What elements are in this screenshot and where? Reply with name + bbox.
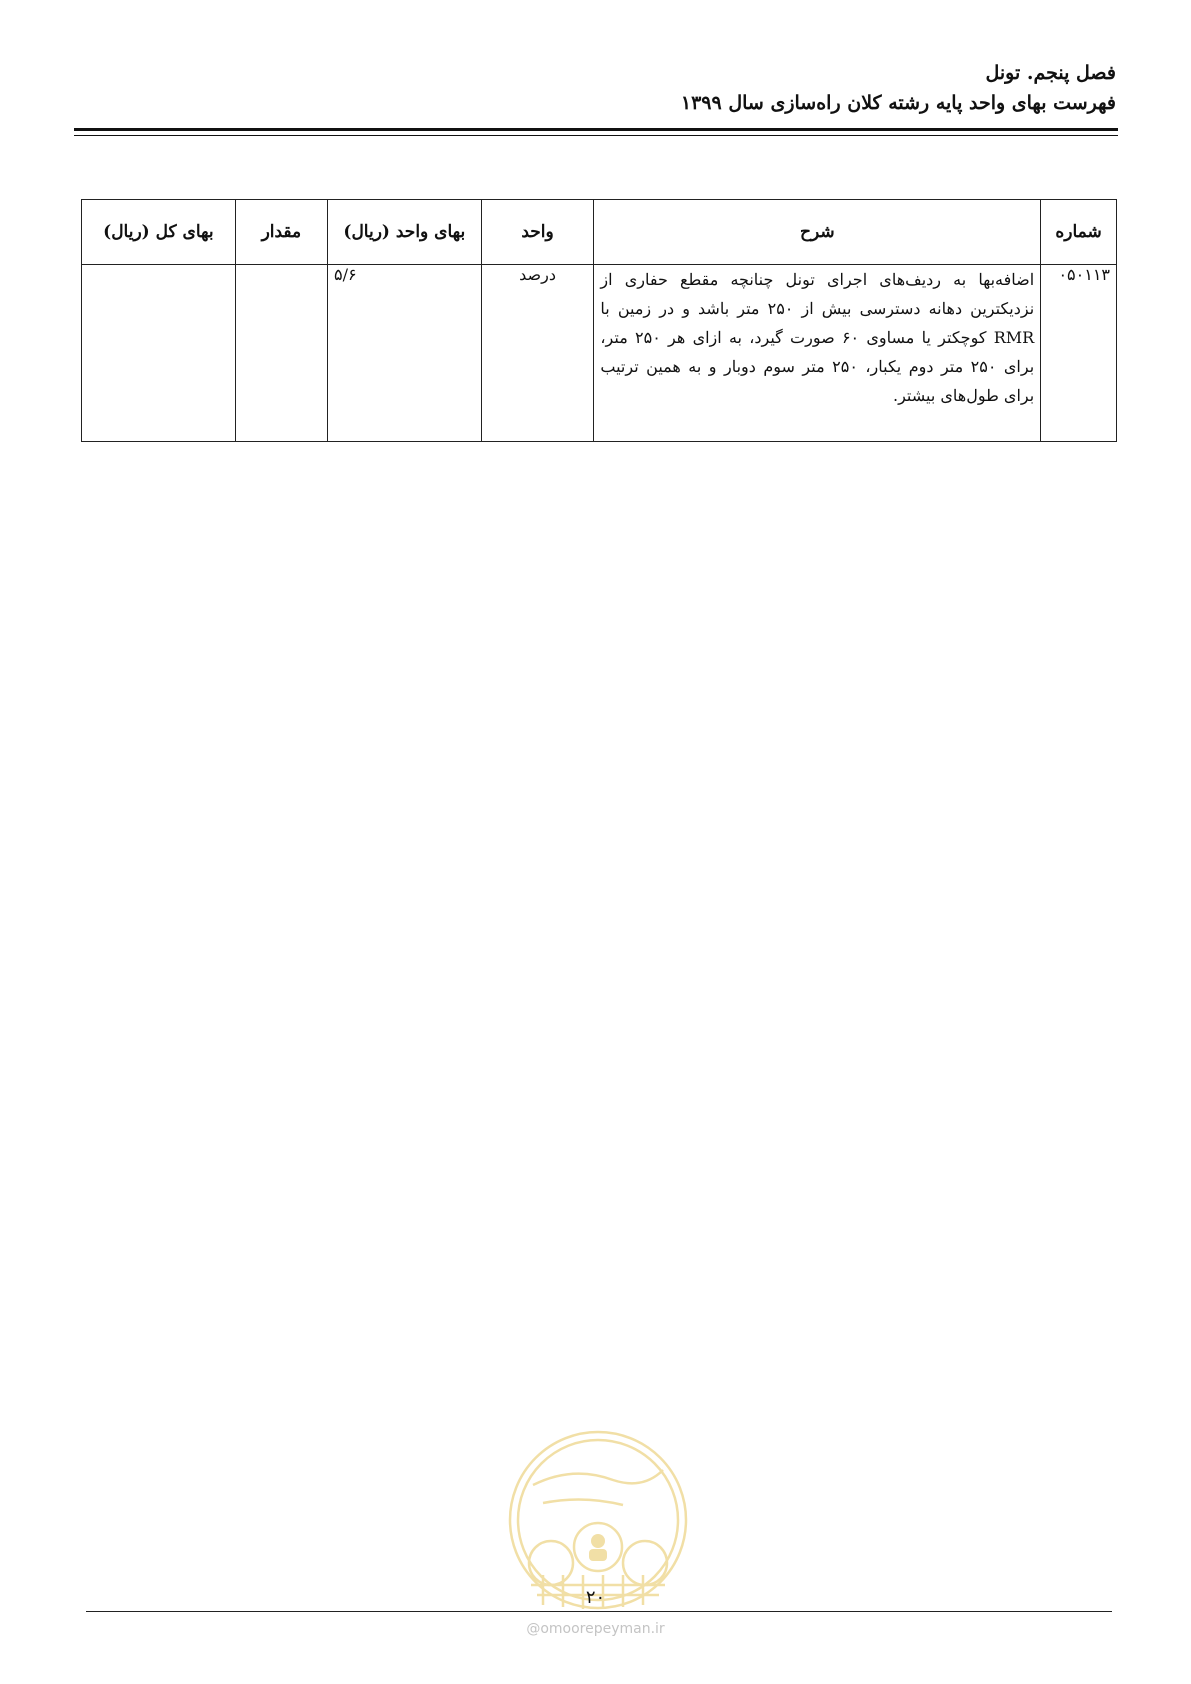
row-total-price [82,265,236,442]
row-description: اضافه‌بها به ردیف‌های اجرای تونل چنانچه مقطع حفاری از نزدیکترین دهانه دسترسی بیش از ۲۵۰ متر باشد و در زمین با RMR کوچکتر یا مساوی ۶۰ صورت گیرد، به ازای هر ۲۵۰ متر، برای ۲۵۰ متر دوم یکبار، ۲۵۰ متر سوم دوبار و به همین ترتیب برای طول‌های بیشتر. [594,265,1041,442]
document-title: فهرست بهای واحد پایه رشته کلان راه‌سازی سال ۱۳۹۹ [680,92,1116,114]
page-header [75,58,1116,118]
row-unit-price: ۵/۶ [327,265,481,442]
header-unit: واحد [481,200,594,265]
header-quantity: مقدار [235,200,327,265]
table-header-row [82,200,1117,265]
header-total-price: بهای کل (ریال) [82,200,236,265]
header-unit-price: بهای واحد (ریال) [327,200,481,265]
header-rule-thick [74,128,1118,131]
page-number: ۲۰ [585,1587,606,1608]
footer-rule [86,1611,1112,1612]
chapter-title: فصل پنجم. تونل [985,62,1116,84]
row-quantity [235,265,327,442]
row-number: ۰۵۰۱۱۳ [1041,265,1117,442]
header-description: شرح [594,200,1041,265]
header-rule-thin [74,135,1118,136]
row-unit: درصد [481,265,594,442]
watermark-site-text: @omoorepeyman.ir [526,1621,665,1637]
header-number: شماره [1041,200,1117,265]
price-list-table [81,199,1117,442]
table-row [82,265,1117,442]
